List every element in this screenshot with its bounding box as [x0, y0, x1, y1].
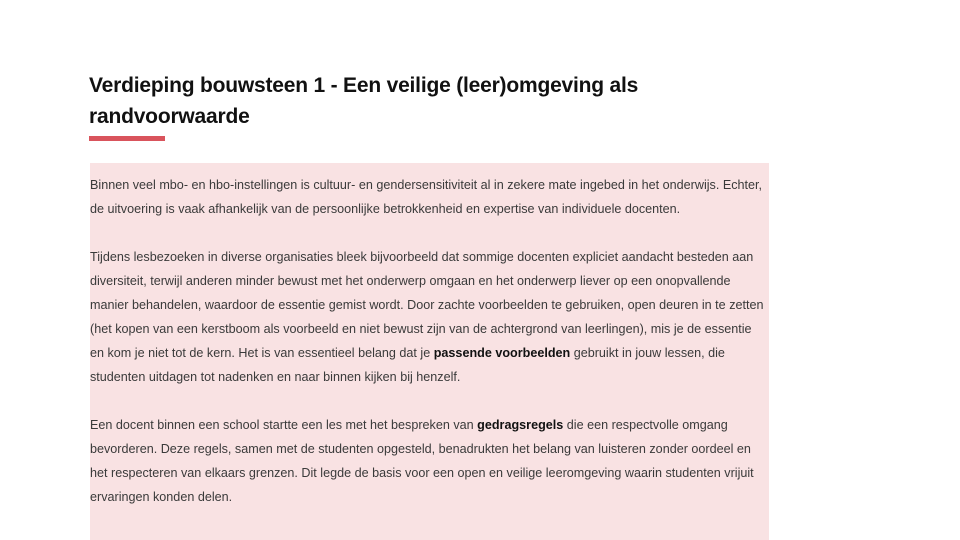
- page-title: Verdieping bouwsteen 1 - Een veilige (leer)omgeving als randvoorwaarde: [89, 74, 639, 128]
- paragraph-lesbezoeken: [90, 221, 769, 389]
- paragraph-gedragsregels: [90, 389, 769, 509]
- paragraph-text: gebruikt in jouw lessen, die studenten uitdagen tot nadenken en naar binnen kijken bij henzelf.: [90, 346, 725, 384]
- paragraph-text: die een respectvolle omgang bevorderen. Deze regels, samen met de studenten opgesteld, benadrukten het belang van luisteren zonder oordeel en het respecteren van elkaars grenzen. Dit legde de basis voor een open en veilige leeromgeving waarin studenten vrijuit ervaringen konden delen.: [90, 418, 754, 504]
- paragraph-text: Een docent binnen een school startte een les met het bespreken van: [90, 418, 478, 432]
- keyword-passende-voorbeelden: passende voorbeelden: [433, 346, 571, 360]
- title-accent-underline: [89, 136, 165, 141]
- keyword-gedragsregels: gedragsregels: [477, 418, 564, 432]
- page-header: [89, 70, 729, 141]
- content-panel: [90, 163, 769, 540]
- paragraph-intro: Binnen veel mbo- en hbo-instellingen is cultuur- en gendersensitiviteit al in zekere mate ingebed in het onderwijs. Echter, de uitvoering is vaak afhankelijk van de persoonlijke betrokkenheid en expertise van individuele docenten.: [90, 178, 763, 216]
- paragraph-text: Tijdens lesbezoeken in diverse organisaties bleek bijvoorbeeld dat sommige docenten expliciet aandacht besteden aan diversiteit, terwijl anderen minder bewust met het onderwerp omgaan en het onderwerp liever op een onopvallende manier behandelen, waardoor de essentie gemist wordt. Door zachte voorbeelden te gebruiken, open deuren in te zetten (het kopen van een kerstboom als voorbeeld en niet bewust zijn van de achtergrond van leerlingen), mis je de essentie en kom je niet tot de kern. Het is van essentieel belang dat je: [90, 250, 764, 360]
